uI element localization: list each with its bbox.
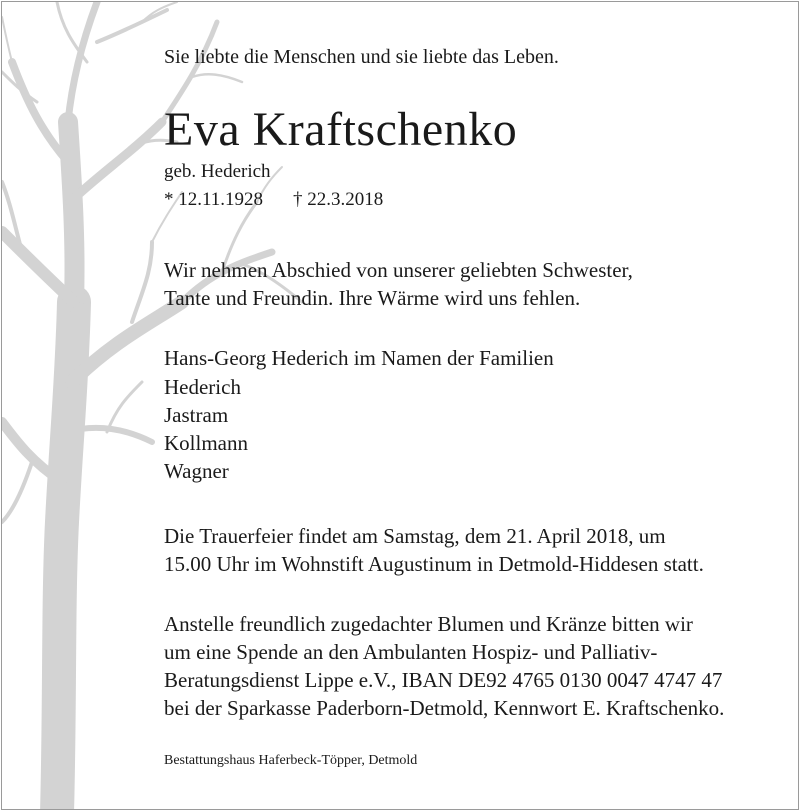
donation-line: Beratungsdienst Lippe e.V., IBAN DE92 4765 0130 0047 4747 47	[164, 668, 723, 692]
donation-line: Anstelle freundlich zugedachter Blumen und Kränze bitten wir	[164, 612, 693, 636]
farewell-line: Tante und Freundin. Ihre Wärme wird uns fehlen.	[164, 286, 581, 310]
obituary-notice	[1, 1, 799, 810]
death-date: † 22.3.2018	[293, 189, 384, 210]
birth-name: geb. Hederich	[164, 161, 271, 182]
funeral-home: Bestattungshaus Haferbeck-Töpper, Detmold	[164, 753, 418, 768]
ceremony-line: Die Trauerfeier findet am Samstag, dem 21. April 2018, um	[164, 524, 666, 548]
signer: Hans-Georg Hederich im Namen der Familien	[164, 346, 554, 370]
family-list	[164, 373, 248, 485]
family-name: Jastram	[164, 403, 229, 427]
donation-line: bei der Sparkasse Paderborn-Detmold, Kennwort E. Kraftschenko.	[164, 696, 725, 720]
farewell-paragraph	[164, 256, 633, 312]
ceremony-paragraph	[164, 522, 704, 578]
birth-date: * 12.11.1928	[164, 189, 264, 210]
family-name: Hederich	[164, 375, 241, 399]
life-dates	[164, 189, 383, 211]
family-name: Kollmann	[164, 431, 248, 455]
donation-paragraph	[164, 610, 724, 722]
deceased-name: Eva Kraftschenko	[164, 103, 518, 156]
motto: Sie liebte die Menschen und sie liebte das Leben.	[164, 46, 559, 68]
donation-line: um eine Spende an den Ambulanten Hospiz- und Palliativ-	[164, 640, 658, 664]
ceremony-line: 15.00 Uhr im Wohnstift Augustinum in Detmold-Hiddesen statt.	[164, 552, 704, 576]
family-name: Wagner	[164, 459, 229, 483]
farewell-line: Wir nehmen Abschied von unserer geliebten Schwester,	[164, 258, 633, 282]
